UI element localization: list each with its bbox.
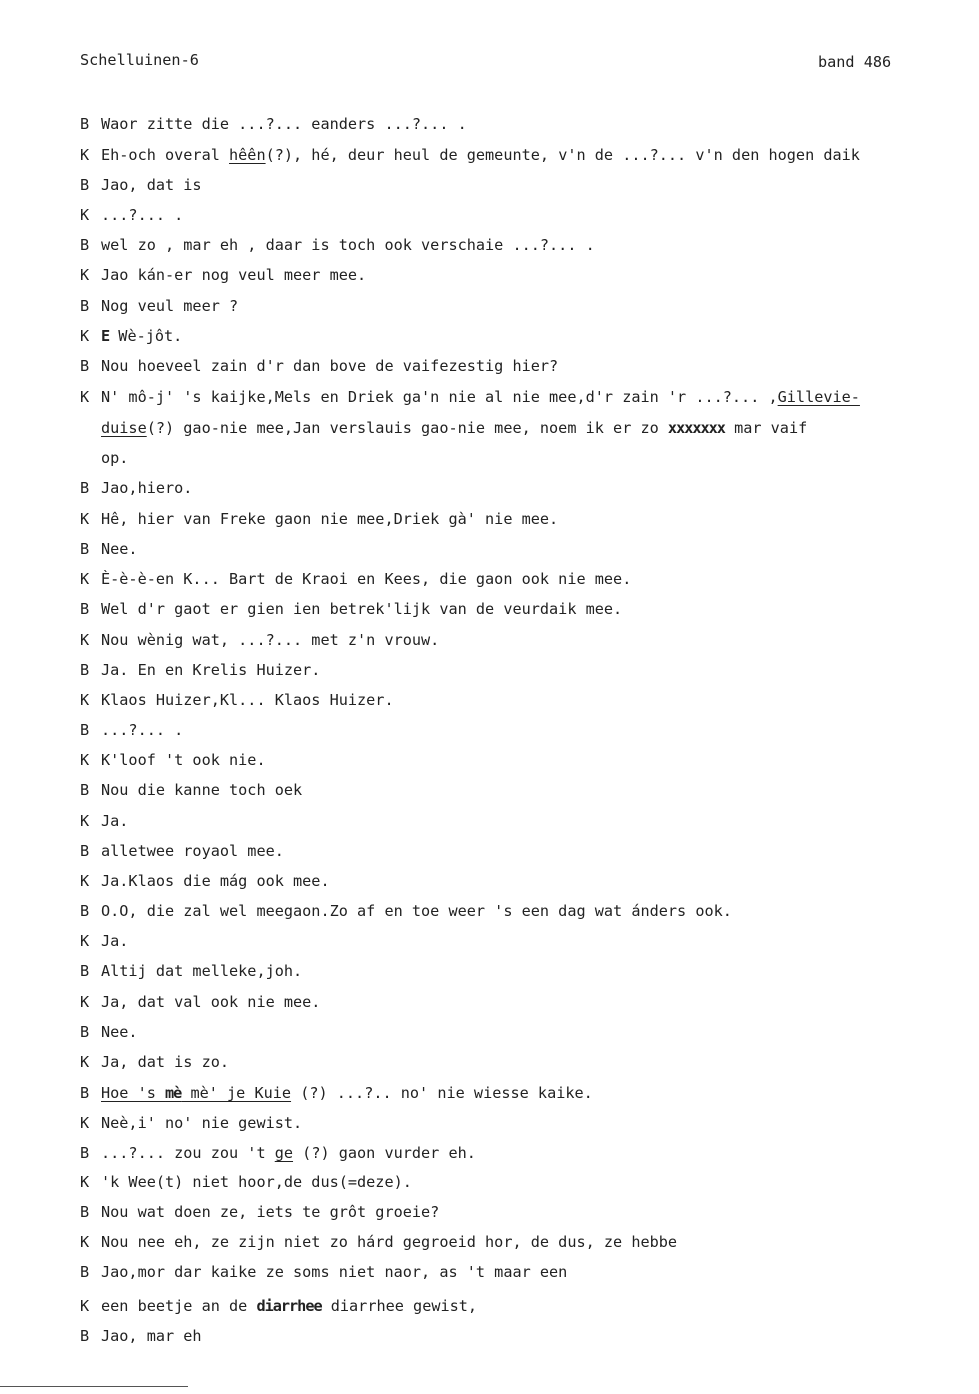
utterance-text: ...?... zou zou 't — [101, 1144, 275, 1162]
transcript-line — [80, 812, 128, 830]
utterance-text: 'k Wee(t) niet hoor,de dus(=deze). — [101, 1173, 412, 1191]
utterance-text: wel zo , mar eh , daar is toch ook verschaie ...?... . — [101, 236, 595, 254]
transcript-line — [80, 479, 192, 497]
speaker-label: B — [80, 721, 90, 739]
utterance-text: mar vaif — [724, 419, 808, 437]
speaker-label: B — [80, 236, 90, 254]
transcript-line — [80, 570, 631, 588]
typed-over-text: E — [101, 327, 110, 345]
utterance-text: Jao,mor dar kaike ze soms niet naor, as 't maar een — [101, 1263, 568, 1281]
transcript-line — [80, 781, 302, 799]
utterance-text: op. — [101, 449, 129, 467]
speaker-label: B — [80, 962, 90, 980]
utterance-text: Ja, dat val ook nie mee. — [101, 993, 321, 1011]
speaker-label: K — [80, 570, 90, 588]
utterance-text: Jao, dat is — [101, 176, 202, 194]
utterance-text: Nou hoeveel zain d'r dan bove de vaifezestig hier? — [101, 357, 559, 375]
utterance-text: Ja.Klaos die mág ook mee. — [101, 872, 330, 890]
transcript-line — [80, 388, 860, 406]
speaker-label: K — [80, 266, 90, 284]
speaker-label: B — [80, 1144, 90, 1162]
utterance-text: (?) gaon vurder eh. — [293, 1144, 476, 1162]
utterance-text: (?) ...?.. no' nie wiesse kaike. — [291, 1084, 593, 1102]
transcript-line — [80, 631, 439, 649]
speaker-label: B — [80, 176, 90, 194]
utterance-text: ge — [274, 1144, 294, 1162]
utterance-text: hêên — [229, 146, 266, 164]
speaker-label: B — [80, 902, 90, 920]
transcript-line — [80, 962, 302, 980]
utterance-text: Wel d'r gaot er gien ien betrek'lijk van de veurdaik mee. — [101, 600, 623, 618]
speaker-label: B — [80, 600, 90, 618]
speaker-label: B — [80, 540, 90, 558]
transcript-line — [80, 540, 138, 558]
utterance-text: mè' je Kuie — [181, 1084, 292, 1102]
speaker-label: K — [80, 751, 90, 769]
transcript-line — [80, 872, 330, 890]
transcript-line — [80, 206, 183, 224]
speaker-label: B — [80, 357, 90, 375]
utterance-text: Eh-och overal — [101, 146, 230, 164]
speaker-label: K — [80, 206, 90, 224]
utterance-text: Hoe 's — [101, 1084, 166, 1102]
utterance-text: Jao kán-er nog veul meer mee. — [101, 266, 367, 284]
transcript-line — [80, 297, 238, 315]
speaker-label: B — [80, 781, 90, 799]
speaker-label: B — [80, 479, 90, 497]
typed-over-text: mè — [165, 1084, 182, 1102]
utterance-text: Ja. En en Krelis Huizer. — [101, 661, 321, 679]
utterance-text: Nee. — [101, 540, 138, 558]
speaker-label: K — [80, 631, 90, 649]
utterance-text: alletwee royaol mee. — [101, 842, 284, 860]
speaker-label: K — [80, 812, 90, 830]
transcript-line — [80, 1203, 439, 1221]
utterance-text: Gillevie- — [777, 388, 860, 406]
transcript-line — [80, 1023, 138, 1041]
speaker-label: K — [80, 872, 90, 890]
transcript-line — [80, 932, 128, 950]
transcript-line — [80, 510, 558, 528]
typed-over-text: diarrhee — [256, 1297, 322, 1315]
speaker-label: K — [80, 1297, 90, 1315]
utterance-text: Jao,hiero. — [101, 479, 193, 497]
transcript-line — [80, 1233, 677, 1251]
transcript-line — [80, 419, 807, 437]
utterance-text: Nou wènig wat, ...?... met z'n vrouw. — [101, 631, 440, 649]
speaker-label: K — [80, 388, 90, 406]
utterance-text: N' mô-j' 's kaijke,Mels en Driek ga'n nie al nie mee,d'r zain 'r ...?... , — [101, 388, 778, 406]
utterance-text: een beetje an de — [101, 1297, 257, 1315]
speaker-label: B — [80, 661, 90, 679]
bottom-rule — [0, 1386, 188, 1387]
speaker-label: K — [80, 932, 90, 950]
transcript-line — [80, 721, 183, 739]
utterance-text: Waor zitte die ...?... eanders ...?... . — [101, 115, 467, 133]
speaker-label: B — [80, 1023, 90, 1041]
utterance-text: ...?... . — [101, 721, 184, 739]
utterance-text: Altij dat melleke,joh. — [101, 962, 303, 980]
transcript-line — [80, 449, 128, 467]
transcript-line — [80, 1084, 593, 1102]
utterance-text: (?) gao-nie mee,Jan verslauis gao-nie mee, noem ik er zo — [146, 419, 668, 437]
speaker-label: K — [80, 510, 90, 528]
utterance-text: diarrhee gewist, — [321, 1297, 478, 1315]
speaker-label: K — [80, 993, 90, 1011]
transcript-line — [80, 902, 732, 920]
speaker-label: B — [80, 297, 90, 315]
transcript-line — [80, 1053, 229, 1071]
utterance-text: Neè,i' no' nie gewist. — [101, 1114, 303, 1132]
utterance-text: Nou nee eh, ze zijn niet zo hárd gegroeid hor, de dus, ze hebbe — [101, 1233, 678, 1251]
speaker-label: K — [80, 1053, 90, 1071]
utterance-text: O.O, die zal wel meegaon.Zo af en toe weer 's een dag wat ánders ook. — [101, 902, 732, 920]
transcript-line — [80, 1173, 412, 1191]
utterance-text: (?), hé, deur heul de gemeunte, v'n de ...?... v'n den hogen daik — [265, 146, 860, 164]
utterance-text: ...?... . — [101, 206, 184, 224]
utterance-text: Klaos Huizer,Kl... Klaos Huizer. — [101, 691, 394, 709]
speaker-label: B — [80, 1263, 90, 1281]
transcript-line — [80, 993, 320, 1011]
transcript-line — [80, 327, 182, 345]
utterance-text: Ja. — [101, 812, 129, 830]
transcript-line — [80, 691, 394, 709]
utterance-text: Nou die kanne toch oek — [101, 781, 303, 799]
utterance-text: K'loof 't ook nie. — [101, 751, 266, 769]
utterance-text: Ja, dat is zo. — [101, 1053, 230, 1071]
band-number: band 486 — [818, 53, 892, 71]
speaker-label: K — [80, 1114, 90, 1132]
transcript-line — [80, 661, 320, 679]
transcript-line — [80, 357, 558, 375]
speaker-label: K — [80, 1233, 90, 1251]
speaker-label: K — [80, 1173, 90, 1191]
transcript-line — [80, 146, 860, 164]
utterance-text: Nog veul meer ? — [101, 297, 239, 315]
transcript-line — [80, 1144, 476, 1162]
speaker-label: B — [80, 1203, 90, 1221]
speaker-label: B — [80, 1084, 90, 1102]
utterance-text: Hê, hier van Freke gaon nie mee,Driek gà' nie mee. — [101, 510, 559, 528]
transcript-line — [80, 266, 366, 284]
speaker-label: B — [80, 115, 90, 133]
transcript-line — [80, 176, 202, 194]
transcript-line — [80, 751, 266, 769]
utterance-text: È-è-è-en K... Bart de Kraoi en Kees, die gaon ook nie mee. — [101, 570, 632, 588]
speaker-label: K — [80, 146, 90, 164]
transcript-line — [80, 236, 595, 254]
speaker-label: B — [80, 1327, 90, 1345]
utterance-text: Nou wat doen ze, iets te grôt groeie? — [101, 1203, 440, 1221]
utterance-text: Jao, mar eh — [101, 1327, 202, 1345]
transcript-line — [80, 1327, 202, 1345]
speaker-label: K — [80, 327, 90, 345]
transcript-line — [80, 1297, 477, 1315]
utterance-text: Wè-jôt. — [109, 327, 183, 345]
speaker-label: B — [80, 842, 90, 860]
transcript-line — [80, 600, 622, 618]
transcript-line — [80, 115, 467, 133]
transcript-line — [80, 1263, 567, 1281]
utterance-text: Nee. — [101, 1023, 138, 1041]
transcript-line — [80, 1114, 302, 1132]
speaker-label: K — [80, 691, 90, 709]
transcript-line — [80, 842, 284, 860]
typed-over-text: xxxxxxx — [667, 419, 725, 437]
utterance-text: Ja. — [101, 932, 129, 950]
document-title: Schelluinen-6 — [80, 51, 199, 69]
utterance-text: duise — [101, 419, 147, 437]
